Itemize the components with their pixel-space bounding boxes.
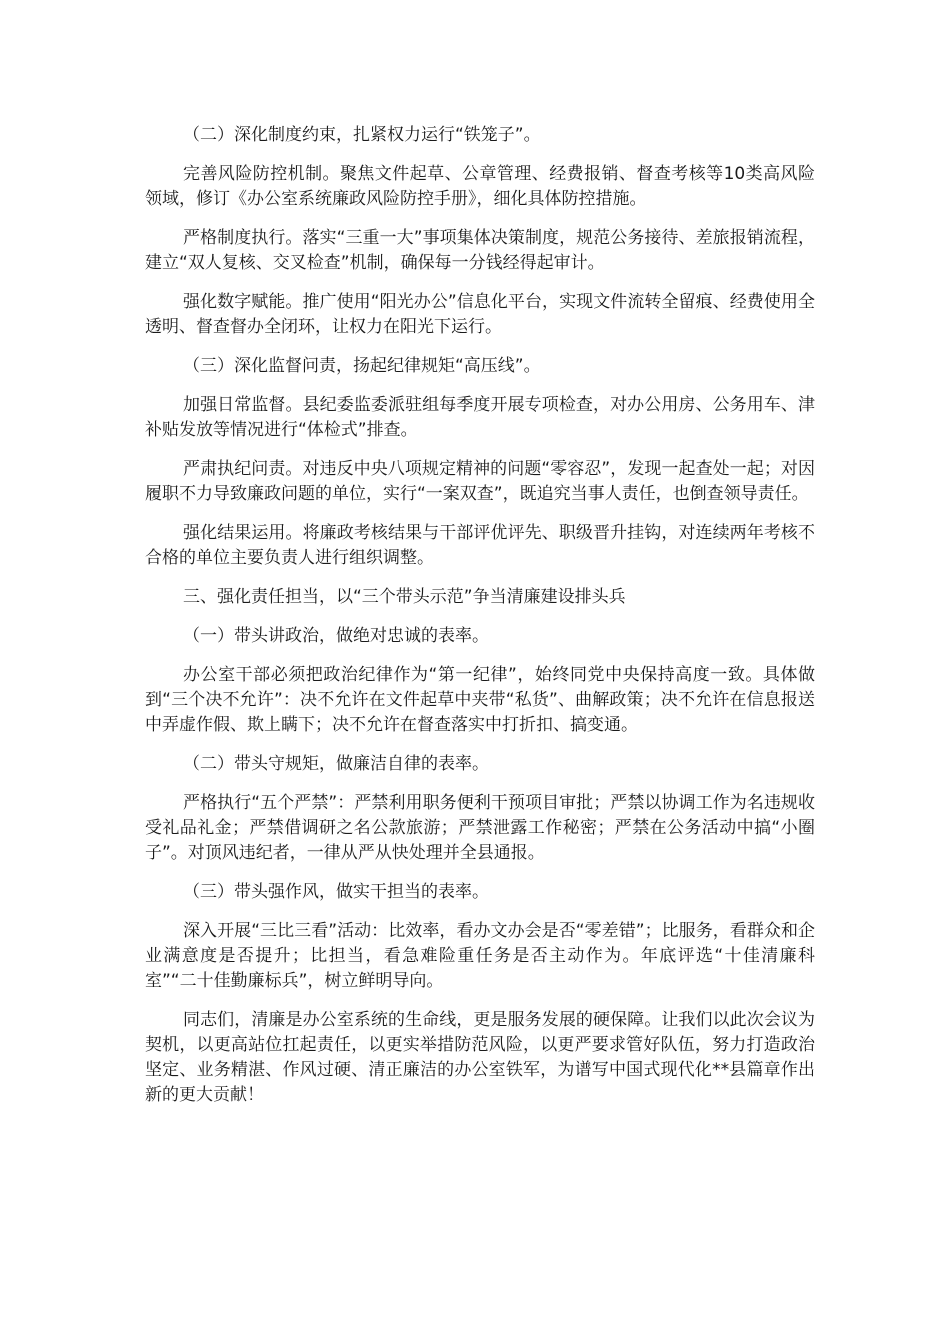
document-body: [145, 123, 815, 1122]
chapter-heading-3: 三、强化责任担当，以“三个带头示范”争当清廉建设排头兵: [183, 587, 626, 607]
subsection-heading-3: （三）带头强作风，做实干担当的表率。: [183, 882, 489, 902]
subsection-heading-1: （一）带头讲政治，做绝对忠诚的表率。: [183, 626, 489, 646]
paragraph-five-prohibitions: 严格执行“五个严禁”：严禁利用职务便利干预项目审批；严禁以协调工作为名违规收受礼品礼金；严禁借调研之名公款旅游；严禁泄露工作秘密；严禁在公务活动中搞“小圈子”。对顶风违纪者，一律从严从快处理并全县通报。: [145, 793, 815, 863]
paragraph-result-application: 强化结果运用。将廉政考核结果与干部评优评先、职级晋升挂钩，对连续两年考核不合格的单位主要负责人进行组织调整。: [145, 523, 815, 568]
paragraph-political-discipline: 办公室干部必须把政治纪律作为“第一纪律”，始终同党中央保持高度一致。具体做到“三个决不允许”：决不允许在文件起草中夹带“私货”、曲解政策；决不允许在信息报送中弄虚作假、欺上瞒下；决不允许在督查落实中打折扣、搞变通。: [145, 665, 815, 735]
subsection-heading-2: （二）带头守规矩，做廉洁自律的表率。: [183, 754, 489, 774]
paragraph-risk-control: 完善风险防控机制。聚焦文件起草、公章管理、经费报销、督查考核等10类高风险领域，修订《办公室系统廉政风险防控手册》，细化具体防控措施。: [145, 164, 815, 209]
paragraph-digital-empowerment: 强化数字赋能。推广使用“阳光办公”信息化平台，实现文件流转全留痕、经费使用全透明、督查督办全闭环，让权力在阳光下运行。: [145, 292, 815, 337]
paragraph-strict-execution: 严格制度执行。落实“三重一大”事项集体决策制度，规范公务接待、差旅报销流程，建立“双人复核、交叉检查”机制，确保每一分钱经得起审计。: [145, 228, 815, 273]
section-heading-2: （二）深化制度约束，扎紧权力运行“铁笼子”。: [183, 125, 541, 145]
paragraph-three-comparisons: 深入开展“三比三看”活动：比效率，看办文办会是否“零差错”；比服务，看群众和企业满意度是否提升；比担当，看急难险重任务是否主动作为。年底评选“十佳清廉科室”“二十佳勤廉标兵”，树立鲜明导向。: [145, 921, 815, 991]
paragraph-accountability: 严肃执纪问责。对违反中央八项规定精神的问题“零容忍”，发现一起查处一起；对因履职不力导致廉政问题的单位，实行“一案双查”，既追究当事人责任，也倒查领导责任。: [145, 459, 815, 504]
paragraph-closing: 同志们，清廉是办公室系统的生命线，更是服务发展的硬保障。让我们以此次会议为契机，以更高站位扛起责任，以更实举措防范风险，以更严要求管好队伍，努力打造政治坚定、业务精湛、作风过硬、清正廉洁的办公室铁军，为谱写中国式现代化**县篇章作出新的更大贡献！: [145, 1010, 815, 1105]
paragraph-daily-supervision: 加强日常监督。县纪委监委派驻组每季度开展专项检查，对办公用房、公务用车、津补贴发放等情况进行“体检式”排查。: [145, 395, 815, 440]
section-heading-3: （三）深化监督问责，扬起纪律规矩“高压线”。: [183, 356, 541, 376]
